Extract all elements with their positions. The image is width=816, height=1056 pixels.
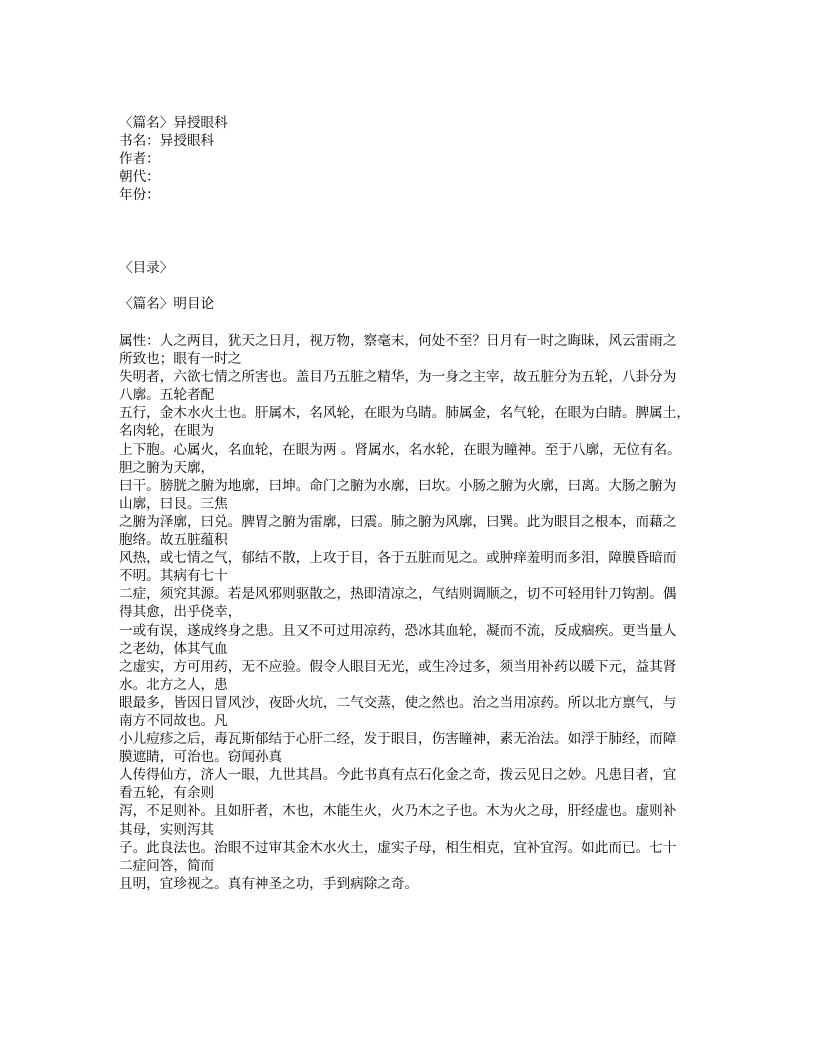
dynasty: 朝代：: [119, 169, 160, 186]
body-line: 属性：人之两目，犹天之日月，视万物，察毫末，何处不至？日月有一时之晦昧，风云雷雨之: [119, 333, 677, 349]
section-title: 〈篇名〉明目论: [119, 296, 215, 312]
body-line: 水。北方之人，患: [119, 676, 228, 693]
body-line: 失明者，六欲七情之所害也。盖目乃五脏之精华，为一身之主宰，故五脏分为五轮，八卦分为: [119, 369, 677, 386]
body-line: 胆之腑为天廓，: [119, 459, 215, 476]
body-line: 所致也；眼有一时之: [119, 351, 242, 368]
body-line: 五行，金木水火土也。肝属木，名风轮，在眼为乌睛。肺属金，名气轮，在眼为白睛。脾属土，: [119, 405, 690, 422]
body-text: [119, 332, 690, 893]
body-line: 之老幼，体其气血: [119, 640, 228, 657]
body-line: 得其愈，出乎侥幸，: [119, 604, 242, 621]
body-line: 名肉轮，在眼为: [119, 423, 215, 440]
body-line: 膜遮睛，可治也。窃闻孙真: [119, 749, 283, 766]
body-line: 小儿痘疹之后，毒瓦斯郁结于心肝二经，发于眼目，伤害瞳神，素无治法。如浮于肺经，而障: [119, 731, 677, 748]
toc-heading: 〈目录〉: [119, 260, 174, 276]
body-line: 南方不同故也。凡: [119, 712, 228, 729]
body-line: 不明。其病有七十: [119, 568, 228, 585]
body-line: 子。此良法也。治眼不过审其金木水火土，虚实子母，相生相克，宜补宜泻。如此而已。七十: [119, 839, 677, 856]
body-line: 八廓。五轮者配: [119, 387, 215, 404]
body-line: 其母，实则泻其: [119, 821, 215, 838]
body-line: 风热，或七情之气，郁结不散，上攻于目，各于五脏而见之。或肿痒羞明而多泪，障膜昏暗而: [119, 550, 677, 567]
document-metadata: [119, 114, 228, 204]
body-line: 之虚实，方可用药，无不应验。假令人眼目无光，或生冷过多，须当用补药以暖下元，益其肾: [119, 658, 677, 675]
body-line: 一或有误，遂成终身之患。且又不可过用凉药，恐冰其血轮，凝而不流，反成痼疾。更当量人: [119, 622, 677, 639]
body-line: 曰干。膀胱之腑为地廓，曰坤。命门之腑为水廓，曰坎。小肠之腑为火廓，曰离。大肠之腑为: [119, 477, 677, 494]
body-line: 二症，须究其源。若是风邪则驱散之，热即清凉之，气结则调顺之，切不可轻用针刀钩割。偶: [119, 586, 677, 603]
body-line: 且明，宜珍视之。真有神圣之功，手到病除之奇。: [119, 875, 419, 892]
title-line: 〈篇名〉异授眼科: [119, 115, 228, 131]
body-line: 山廓，曰艮。三焦: [119, 495, 228, 512]
book-name: 书名：异授眼科: [119, 133, 215, 150]
year: 年份：: [119, 187, 160, 204]
body-line: 看五轮，有余则: [119, 785, 215, 802]
body-line: 上下胞。心属火，名血轮，在眼为两 。肾属水，名水轮，在眼为瞳神。至于八廓，无位有名。: [119, 441, 681, 458]
author: 作者：: [119, 151, 160, 168]
body-line: 二症问答，简而: [119, 857, 215, 874]
body-line: 泻，不足则补。且如肝者，木也，木能生火，火乃木之子也。木为火之母，肝经虚也。虚则补: [119, 803, 677, 820]
body-line: 胞络。故五脏蕴积: [119, 532, 228, 549]
body-line: 眼最多，皆因日冒风沙，夜卧火坑，二气交蒸，使之然也。治之当用凉药。所以北方禀气，与: [119, 694, 677, 711]
body-line: 之腑为泽廓，曰兑。脾胃之腑为雷廓，曰震。肺之腑为风廓，曰巽。此为眼目之根本，而藉之: [119, 513, 677, 530]
body-line: 人传得仙方，济人一眼，九世其昌。今此书真有点石化金之奇，拨云见日之妙。凡患目者，宜: [119, 767, 677, 784]
